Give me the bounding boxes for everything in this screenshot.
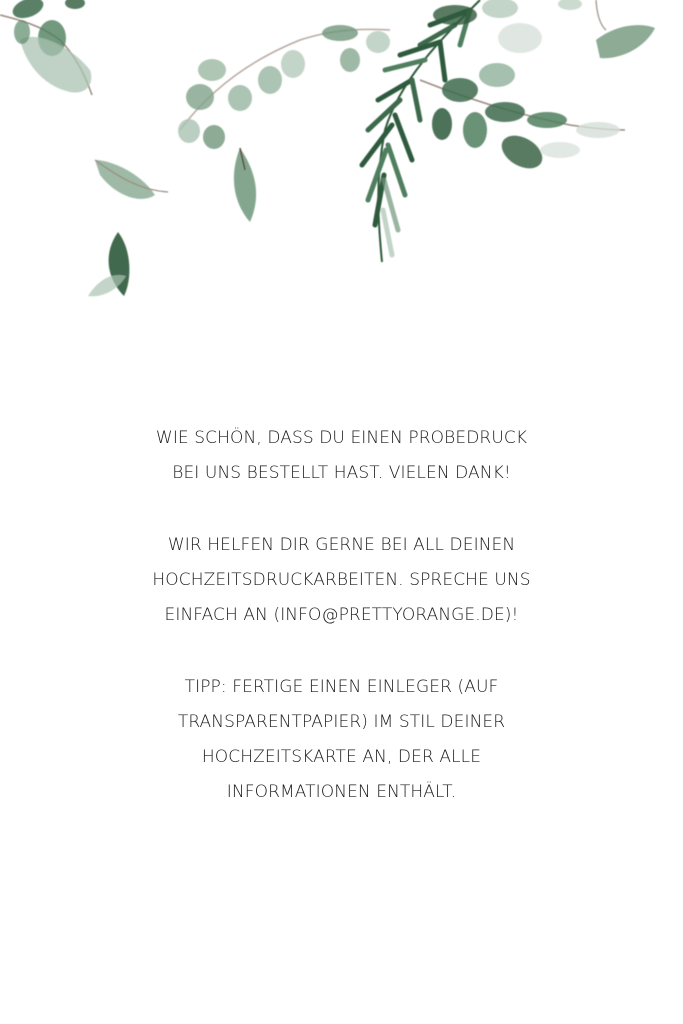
text-line: WIE SCHÖN, DASS DU EINEN PROBEDRUCK <box>155 428 528 448</box>
tip-paragraph <box>0 670 683 810</box>
text-line: TIPP: FERTIGE EINEN EINLEGER (AUF <box>184 677 499 697</box>
text-line: TRANSPARENTPAPIER) IM STIL DEINER <box>177 712 506 732</box>
text-line: EINFACH AN (INFO@PRETTYORANGE.DE)! <box>164 605 519 625</box>
thank-you-paragraph <box>0 421 683 491</box>
watercolor-foliage-illustration <box>0 0 683 310</box>
falling-leaf-2 <box>234 148 256 222</box>
eucalyptus-branch-center <box>178 25 390 149</box>
eucalyptus-leaf-cluster-left <box>0 0 92 95</box>
text-line: WIR HELFEN DIR GERNE BEI ALL DEINEN <box>167 535 516 555</box>
falling-leaf-3 <box>88 232 129 296</box>
message-text <box>0 421 683 847</box>
falling-leaf-1 <box>95 160 168 199</box>
help-paragraph <box>0 528 683 633</box>
text-line: BEI UNS BESTELLT HAST. VIELEN DANK! <box>172 463 511 483</box>
text-line: HOCHZEITSDRUCKARBEITEN. SPRECHE UNS <box>152 570 531 590</box>
leaf-top-right <box>558 0 655 58</box>
text-line: HOCHZEITSKARTE AN, DER ALLE <box>201 747 482 767</box>
text-line: INFORMATIONEN ENTHÄLT. <box>226 782 457 802</box>
